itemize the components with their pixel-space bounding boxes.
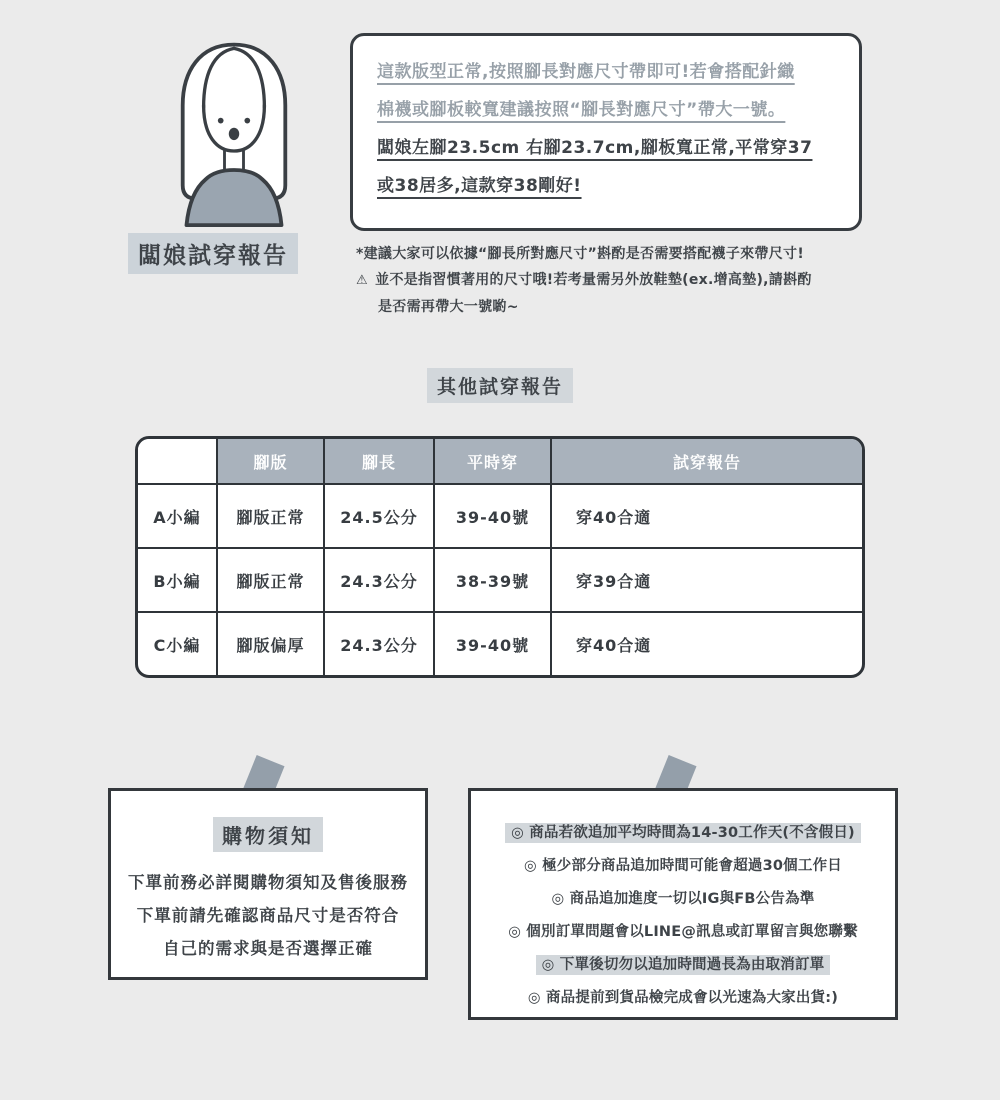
shopping-notice-line: 自己的需求與是否選擇正確 <box>163 939 373 958</box>
note-line: *建議大家可以依據“腳長所對應尺寸”斟酌是否需要搭配襪子來帶尺寸! <box>356 246 805 262</box>
tryon-report-table <box>135 436 865 678</box>
cell-foot-shape: 腳版正常 <box>218 485 325 547</box>
note-line <box>356 267 896 294</box>
note-line-text: 並不是指習慣著用的尺寸哦!若考量需另外放鞋墊(ex.增高墊),請斟酌 <box>375 272 812 288</box>
bubble-line: 棉襪或腳板較寬建議按照“腳長對應尺寸”帶大一號。 <box>377 100 786 120</box>
addon-notice-box <box>468 788 898 1020</box>
table-row <box>138 485 862 549</box>
header-cell-usual-size: 平時穿 <box>435 439 552 483</box>
table-header-row <box>138 439 862 485</box>
header-cell-foot-shape: 腳版 <box>218 439 325 483</box>
addon-notice-item: ◎ 個別訂單問題會以LINE@訊息或訂單留言與您聯繫 <box>508 924 858 940</box>
cell-usual-size: 39-40號 <box>435 613 552 675</box>
cell-foot-shape: 腳版偏厚 <box>218 613 325 675</box>
warning-icon: ⚠ <box>356 273 368 288</box>
boss-avatar <box>158 34 310 230</box>
cell-foot-length: 24.3公分 <box>325 549 435 611</box>
table-row <box>138 549 862 613</box>
cell-report: 穿39合適 <box>576 571 652 591</box>
cell-editor: A小編 <box>138 485 218 547</box>
shopping-notice-title: 購物須知 <box>213 817 323 852</box>
size-advice-note <box>356 241 896 320</box>
cell-foot-length: 24.3公分 <box>325 613 435 675</box>
header-cell-empty <box>138 439 218 483</box>
addon-notice-item: ◎ 下單後切勿以追加時間過長為由取消訂單 <box>471 949 895 982</box>
bubble-line: 闆娘左腳23.5cm 右腳23.7cm,腳板寬正常,平常穿37 <box>377 138 813 158</box>
shopping-notice-line: 下單前請先確認商品尺寸是否符合 <box>136 906 400 925</box>
boss-avatar-illustration <box>158 34 310 230</box>
cell-usual-size: 39-40號 <box>435 485 552 547</box>
cell-report: 穿40合適 <box>576 635 652 655</box>
shopping-notice-line: 下單前務必詳閱購物須知及售後服務 <box>128 873 408 892</box>
bubble-line: 或38居多,這款穿38剛好! <box>377 176 582 196</box>
addon-notice-item: ◎ 商品若欲追加平均時間為14-30工作天(不含假日) <box>471 817 895 850</box>
cell-foot-length: 24.5公分 <box>325 485 435 547</box>
cell-usual-size: 38-39號 <box>435 549 552 611</box>
header-cell-report: 試穿報告 <box>552 439 862 483</box>
boss-tryon-report-label: 闆娘試穿報告 <box>128 233 298 274</box>
header-cell-foot-length: 腳長 <box>325 439 435 483</box>
table-row <box>138 613 862 675</box>
shopping-notice-box <box>108 788 428 980</box>
note-line: 是否需再帶大一號喲~ <box>378 299 519 315</box>
tryon-speech-bubble <box>350 33 862 231</box>
bubble-line: 這款版型正常,按照腳長對應尺寸帶即可!若會搭配針織 <box>377 62 795 82</box>
cell-foot-shape: 腳版正常 <box>218 549 325 611</box>
cell-editor: B小編 <box>138 549 218 611</box>
addon-notice-item: ◎ 商品提前到貨品檢完成會以光速為大家出貨:) <box>527 990 839 1006</box>
other-tryon-reports-title: 其他試穿報告 <box>427 368 573 403</box>
addon-notice-item: ◎ 極少部分商品追加時間可能會超過30個工作日 <box>524 858 842 874</box>
cell-report: 穿40合適 <box>576 507 652 527</box>
cell-editor: C小編 <box>138 613 218 675</box>
addon-notice-item: ◎ 商品追加進度一切以IG與FB公告為準 <box>551 891 815 907</box>
